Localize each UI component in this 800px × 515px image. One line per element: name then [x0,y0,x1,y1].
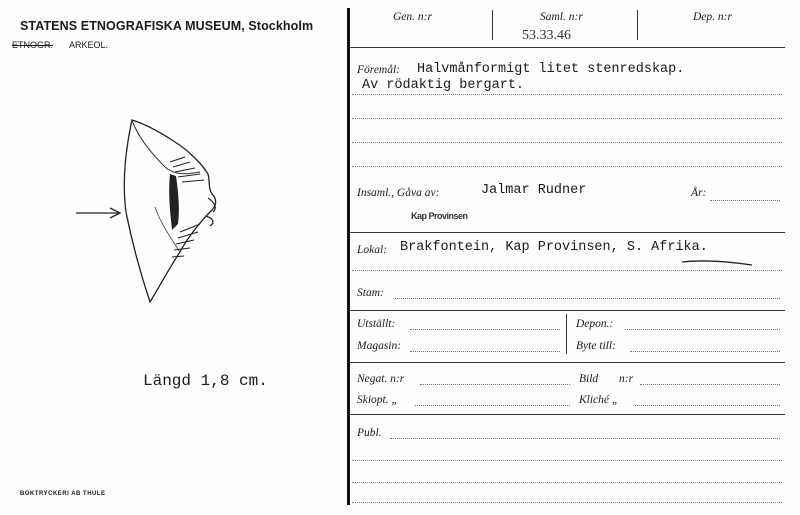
ar-dots [710,200,780,201]
stone-tool-drawing [70,112,230,307]
publ-dots [390,438,780,439]
stam-label: Stam: [357,287,384,299]
lokal-value: Brakfontein, Kap Provinsen, S. Afrika. [400,240,708,255]
top-rule [350,47,785,48]
foremal-dotline-4 [352,166,782,167]
bild-nr-label: n:r [619,373,634,385]
foremal-dotline-1 [352,94,782,95]
byte-till-dots [630,351,780,352]
kliche-dots [635,405,780,406]
magasin-dots [410,351,560,352]
lokal-label: Lokal: [357,244,388,256]
top-separator-2 [637,10,638,40]
arrow-right-icon [76,208,120,218]
dep-nr-label: Dep. n:r [693,11,732,23]
utstallt-dots [410,329,560,330]
stam-dots [395,298,780,299]
rule-after-depon [350,362,785,363]
tool-outline [124,120,215,302]
publ-dotline-1 [352,460,782,461]
magasin-label: Magasin: [357,340,402,352]
department-etnogr: ETNOGR. [12,40,54,50]
printer-imprint: BOKTRYCKERI AB THULE [20,491,106,497]
publ-dotline-3 [352,502,782,503]
rule-after-stam [350,310,785,311]
kliche-label: Kliché „ [579,394,619,406]
foremal-line-1: Halvmånformigt litet stenredskap. [417,62,685,77]
tool-facet-line [132,120,200,174]
negat-dots [420,384,570,385]
byte-till-label: Byte till: [576,340,616,352]
utstallt-label: Utställt: [357,318,396,330]
depon-dots [625,329,780,330]
negat-label: Negat. n:r [357,373,405,385]
saml-nr-value: 53.33.46 [522,28,571,43]
saml-nr-label: Saml. n:r [540,11,583,23]
rule-after-kliche [350,414,785,415]
ar-label: År: [691,187,707,199]
lokal-underline [680,257,755,267]
card-divider [347,8,350,505]
skiopt-label: Skiopt. „ [357,394,398,406]
bild-dots [640,384,780,385]
length-note: Längd 1,8 cm. [143,372,268,390]
lokal-dotline [352,270,782,271]
top-separator-1 [492,10,493,40]
publ-label: Publ. [357,427,382,439]
foremal-dotline-2 [352,118,782,119]
insaml-value: Jalmar Rudner [481,183,587,198]
gen-nr-label: Gen. n:r [393,11,432,23]
stamp-kap-provinsen: Kap Provinsen [411,211,468,221]
mid-separator [566,314,567,354]
bild-label: Bild [579,373,599,385]
tool-notch-shading [169,174,179,230]
foremal-line-2: Av rödaktig bergart. [362,78,525,93]
publ-dotline-2 [352,482,782,483]
department-line [12,40,122,50]
foremal-dotline-3 [352,142,782,143]
skiopt-dots [415,405,570,406]
museum-title: STATENS ETNOGRAFISKA MUSEUM, Stockholm [20,19,314,33]
depon-label: Depon.: [576,318,614,330]
department-arkeol: ARKEOL. [69,40,109,50]
insaml-label: Insaml., Gåva av: [357,187,440,199]
foremal-label: Föremål: [357,64,401,76]
rule-after-insaml [350,232,785,233]
